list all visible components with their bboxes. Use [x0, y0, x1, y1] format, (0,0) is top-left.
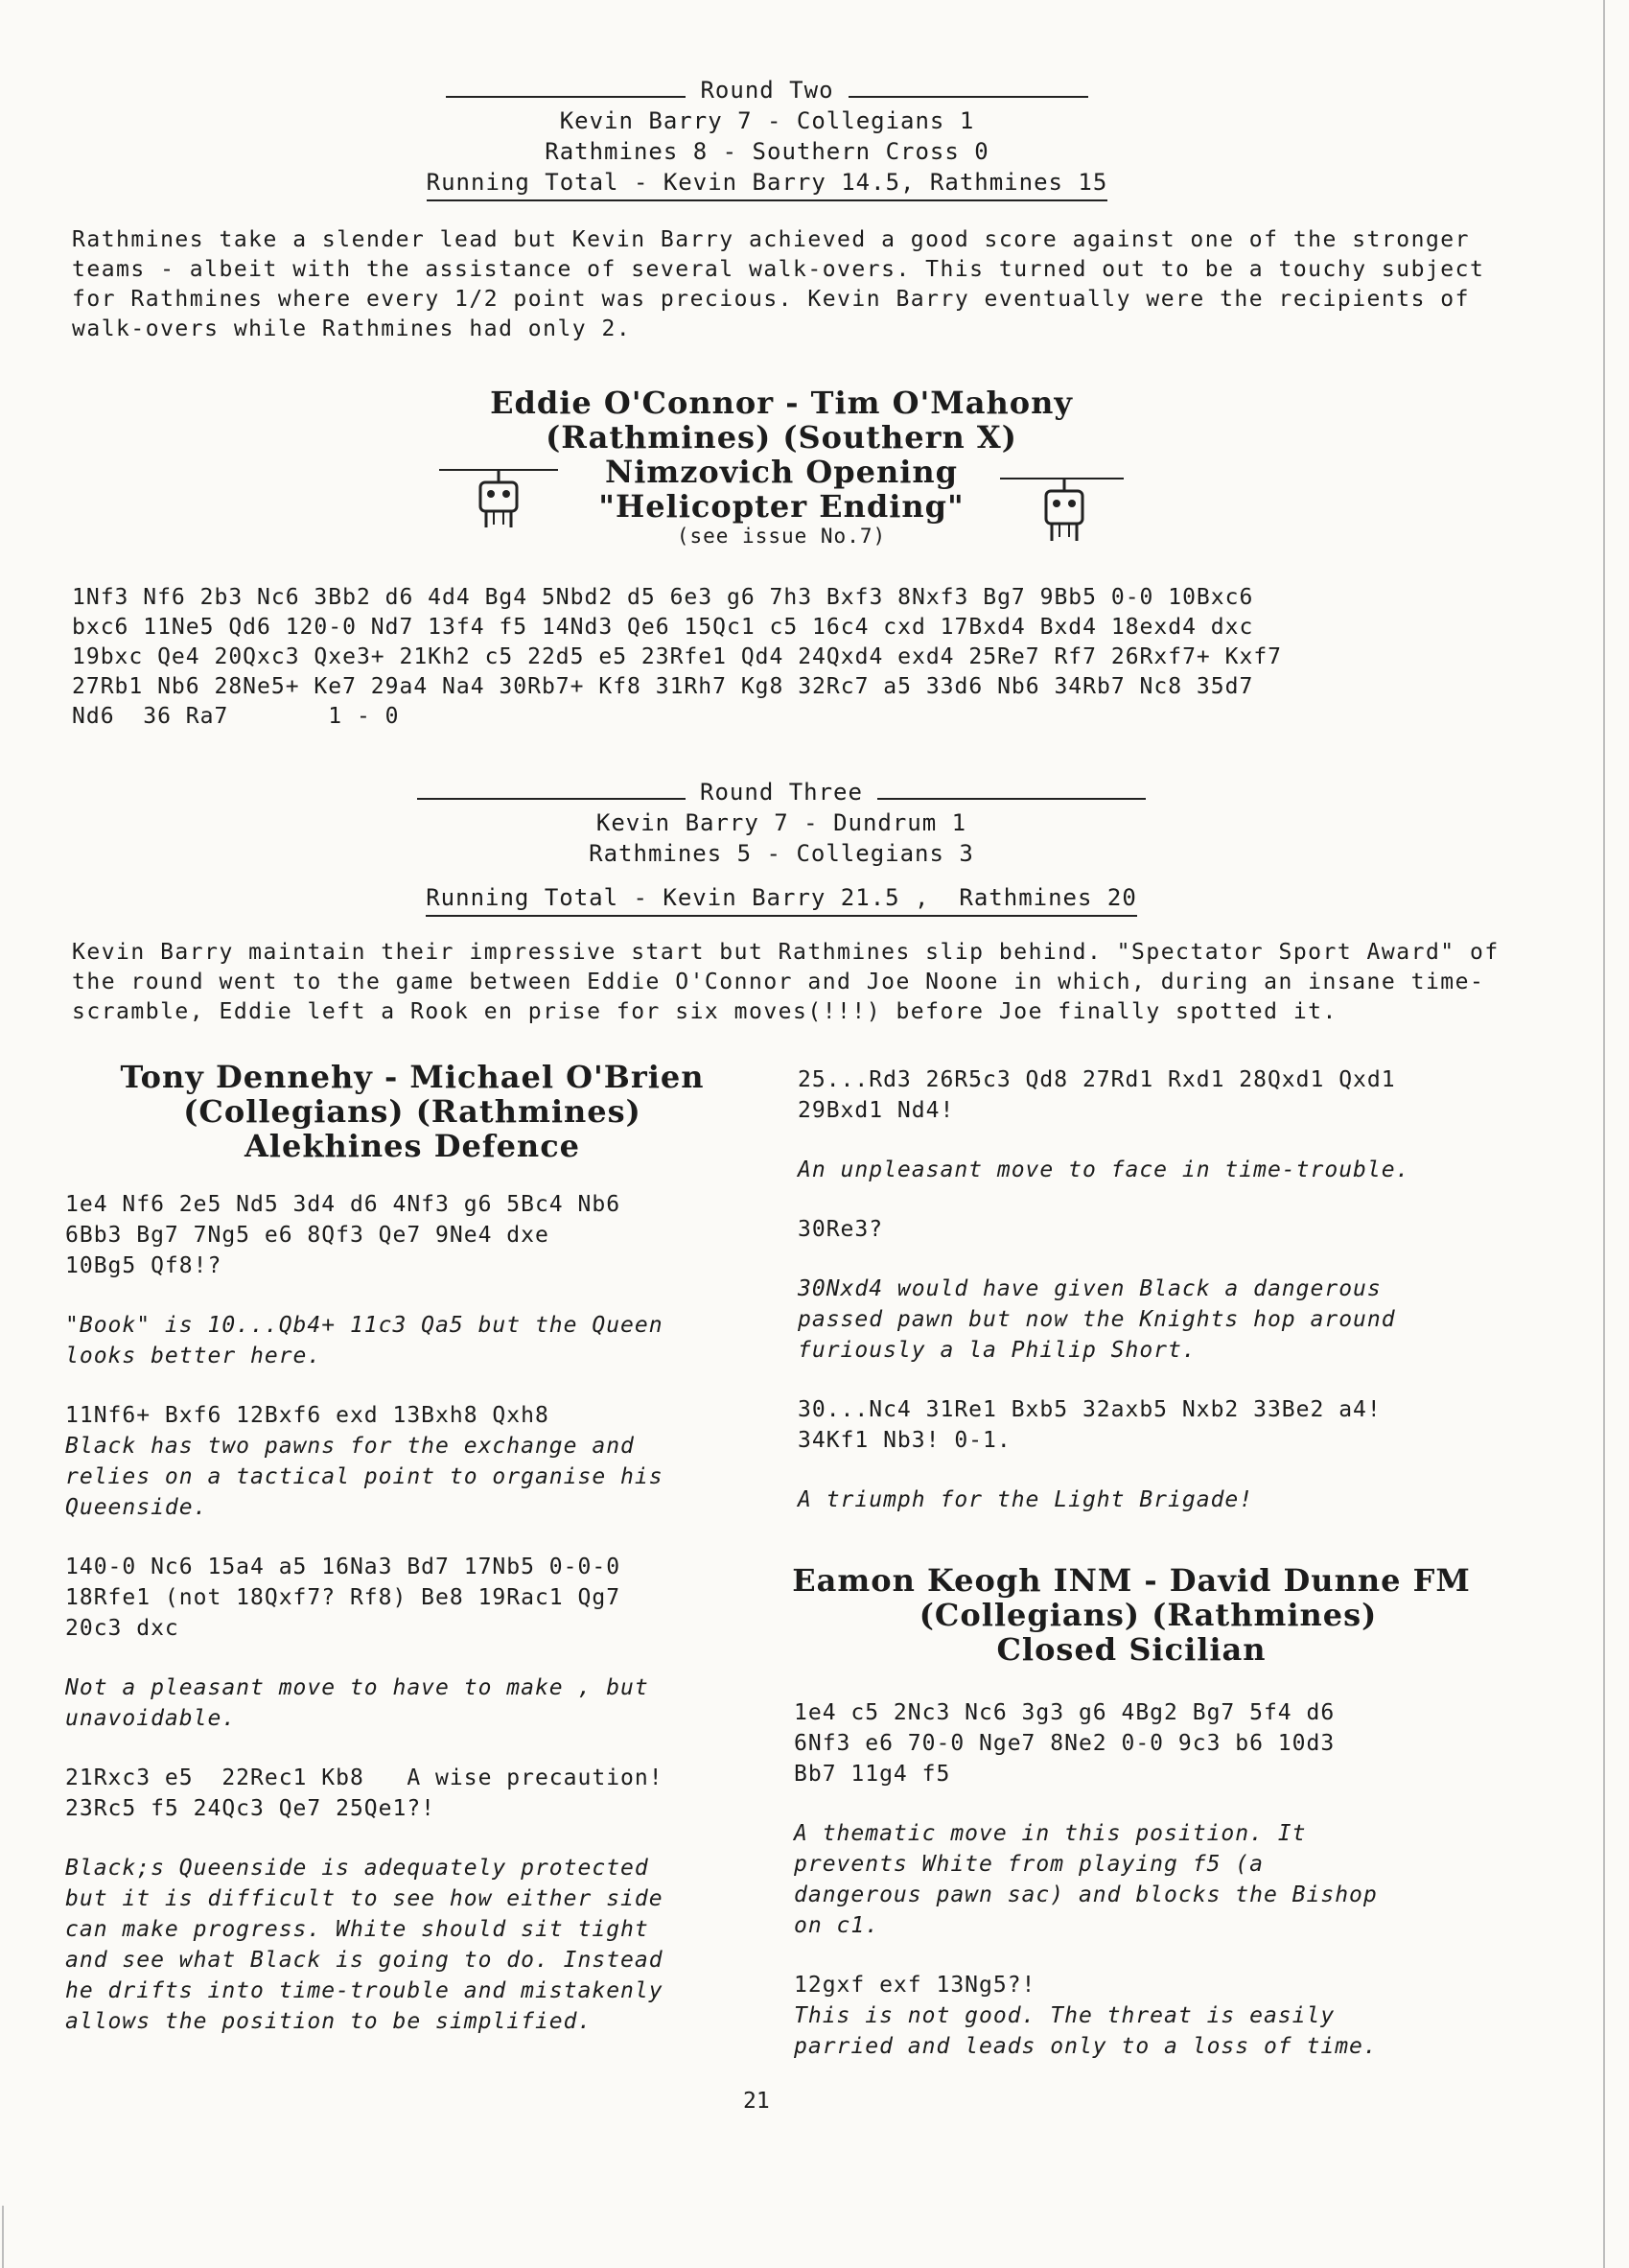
move-block: 25...Rd3 26R5c3 Qd8 27Rd1 Rxd1 28Qxd1 Qxd1 29Bxd1 Nd4!: [798, 1067, 1396, 1123]
left-column: [65, 1189, 756, 2066]
move-line: 19bxc Qe4 20Qxc3 Qxe3+ 21Kh2 c5 22d5 e5 23Rfe1 Qd4 24Qxd4 exd4 25Re7 Rf7 26Rxf7+ Kxf7: [72, 644, 1283, 669]
move-line: bxc6 11Ne5 Qd6 120-0 Nd7 13f4 f5 14Nd3 Qe6 15Qc1 c5 16c4 cxd 17Bxd4 Bxd4 18exd4 dxc: [72, 615, 1254, 640]
game-three-body: [794, 1697, 1561, 2091]
round-three-commentary: Kevin Barry maintain their impressive start but Rathmines slip behind. "Spectator Sport Award" of the round went to the game between Eddie O'Connor and Joe Noone in which, during an insane time- scramble, Eddie left a Rook en prise for six moves(!!!) before Joe finally spotted it.: [72, 940, 1500, 1024]
helicopter-icon: [997, 464, 1127, 555]
game-one-players: Eddie O'Connor - Tim O'Mahony: [490, 385, 1073, 421]
right-column: [798, 1064, 1565, 1544]
rule-right: [877, 798, 1146, 800]
game-two-opening: Alekhines Defence: [244, 1128, 581, 1164]
move-block: 12gxf exf 13Ng5?! This is not good. The threat is easily parried and leads only to a loss of time.: [794, 1973, 1378, 2059]
game-two-players: Tony Dennehy - Michael O'Brien: [120, 1059, 705, 1095]
game-one-club-right: (Southern X): [782, 419, 1017, 456]
round-three-result-1: Kevin Barry 7 - Dundrum 1: [595, 809, 967, 836]
game-three-club-right: (Rathmines): [1152, 1597, 1378, 1633]
page-right-edge: [1603, 0, 1605, 2268]
helicopter-icon: [436, 456, 561, 547]
round-three-title: Round Three: [700, 779, 863, 806]
page-number: 21: [743, 2089, 770, 2114]
move-block: 30...Nc4 31Re1 Bxb5 32axb5 Nxb2 33Be2 a4! 34Kf1 Nb3! 0-1.: [798, 1397, 1382, 1453]
round-two-result-1: Kevin Barry 7 - Collegians 1: [559, 107, 975, 134]
round-three-running-total: Running Total - Kevin Barry 21.5 , Rathmines 20: [426, 882, 1137, 917]
move-block: 30Re3?: [798, 1217, 884, 1242]
game-one-note: (see issue No.7): [676, 525, 887, 548]
annotation-block: "Book" is 10...Qb4+ 11c3 Qa5 but the Queen looks better here.: [65, 1313, 663, 1368]
game-two-header: [105, 1060, 719, 1163]
annotation-block: 30Nxd4 would have given Black a dangerous passed pawn but now the Knights hop around furiously a la Philip Short.: [798, 1276, 1396, 1363]
move-block: 21Rxc3 e5 22Rec1 Kb8 A wise precaution! 23Rc5 f5 24Qc3 Qe7 25Qe1?!: [65, 1765, 663, 1821]
game-one-opening: Nimzovich Opening: [604, 454, 959, 490]
game-three-opening: Closed Sicilian: [996, 1631, 1267, 1668]
game-two-club-right: (Rathmines): [415, 1093, 641, 1130]
round-two-commentary: Rathmines take a slender lead but Kevin Barry achieved a good score against one of the stronger teams - albeit with the assistance of several walk-overs. This turned out to be a touchy subject for Rathmines where every 1/2 point was precious. Kevin Barry eventually were the recipients of walk-overs while Rathmines had only 2.: [72, 227, 1485, 341]
move-line: 27Rb1 Nb6 28Ne5+ Ke7 29a4 Na4 30Rb7+ Kf8 31Rh7 Kg8 32Rc7 a5 33d6 Nb6 34Rb7 Nc8 35d7: [72, 674, 1254, 699]
round-two-running-total: Running Total - Kevin Barry 14.5, Rathmines 15: [427, 167, 1108, 201]
round-three-result-2: Rathmines 5 - Collegians 3: [589, 840, 974, 867]
move-block: 11Nf6+ Bxf6 12Bxf6 exd 13Bxh8 Qxh8 Black has two pawns for the exchange and relies on a tactical point to organise his Queenside.: [65, 1403, 663, 1520]
game-two-club-left: (Collegians): [183, 1093, 405, 1130]
annotation-block: A thematic move in this position. It prevents White from playing f5 (a dangerous pawn sac) and blocks the Bishop on c1.: [794, 1821, 1378, 1938]
game-three-club-left: (Collegians): [919, 1597, 1141, 1633]
move-line: Nd6 36 Ra7 1 - 0: [72, 704, 400, 729]
game-three-header: [786, 1563, 1477, 1667]
game-one-club-left: (Rathmines): [546, 419, 772, 456]
round-two-header: [412, 75, 1122, 201]
round-two-result-2: Rathmines 8 - Southern Cross 0: [545, 138, 989, 165]
game-three-players: Eamon Keogh INM - David Dunne FM: [792, 1562, 1471, 1599]
rule-right: [849, 96, 1088, 98]
annotation-block: Black;s Queenside is adequately protected but it is difficult to see how either side can make progress. White should sit tight and see what Black is going to do. Instead he drifts into time-trouble and mistakenly allows the position to be simplified.: [65, 1856, 663, 2034]
round-three-header: [412, 777, 1151, 917]
annotation-block: An unpleasant move to face in time-trouble.: [798, 1157, 1410, 1182]
annotation-block: A triumph for the Light Brigade!: [798, 1487, 1254, 1512]
round-two-title: Round Two: [700, 77, 834, 104]
move-block: 140-0 Nc6 15a4 a5 16Na3 Bd7 17Nb5 0-0-0 18Rfe1 (not 18Qxf7? Rf8) Be8 19Rac1 Qg7 20c3 dxc: [65, 1555, 621, 1641]
rule-left: [417, 798, 686, 800]
move-line: 1Nf3 Nf6 2b3 Nc6 3Bb2 d6 4d4 Bg4 5Nbd2 d5 6e3 g6 7h3 Bxf3 8Nxf3 Bg7 9Bb5 0-0 10Bxc6: [72, 585, 1254, 610]
move-block: 1e4 c5 2Nc3 Nc6 3g3 g6 4Bg2 Bg7 5f4 d6 6Nf3 e6 70-0 Nge7 8Ne2 0-0 9c3 b6 10d3 Bb7 11g4 f5: [794, 1700, 1336, 1787]
rule-left: [446, 96, 686, 98]
page-left-edge: [2, 2206, 4, 2268]
game-one-moves: [72, 583, 1568, 732]
move-block: 1e4 Nf6 2e5 Nd5 3d4 d6 4Nf3 g6 5Bc4 Nb6 6Bb3 Bg7 7Ng5 e6 8Qf3 Qe7 9Ne4 dxe 10Bg5 Qf8!?: [65, 1192, 621, 1278]
game-one-subtitle: "Helicopter Ending": [598, 488, 965, 525]
annotation-block: Not a pleasant move to have to make , but unavoidable.: [65, 1675, 649, 1731]
